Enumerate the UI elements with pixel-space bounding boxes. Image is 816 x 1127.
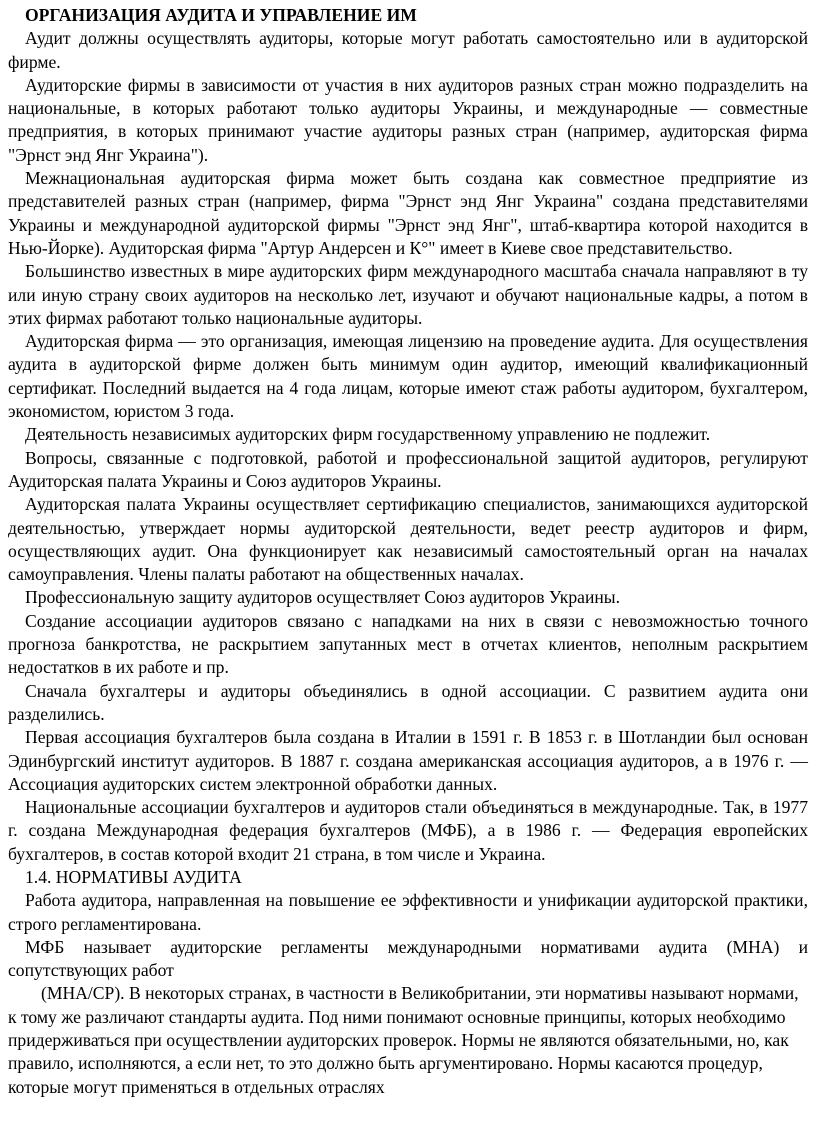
paragraph-5: Аудиторская фирма — это организация, имеющая лицензию на проведение аудита. Для осуществления аудита в аудиторской фирме должен быть минимум один аудитор, имеющий квалификационный сертификат. Последний выдается на 4 года лицам, которые имеют стаж работы аудитором, бухгалтером, экономистом, юристом 3 года. xyxy=(8,331,808,422)
paragraph-11: Сначала бухгалтеры и аудиторы объединялись в одной ассоциации. С развитием аудита они разделились. xyxy=(8,680,808,724)
paragraph-7: Вопросы, связанные с подготовкой, работой и профессиональной защитой аудиторов, регулируют Аудиторская палата Украины и Союз аудиторов Украины. xyxy=(8,447,808,491)
paragraph-2: Аудиторские фирмы в зависимости от участия в них аудиторов разных стран можно подразделить на национальные, в которых работают только аудиторы Украины, и международные — совместные предприятия, в которых принимают участие аудиторы разных стран (например, аудиторская фирма "Эрнст энд Янг Украина"). xyxy=(8,74,808,165)
paragraph-3: Межнациональная аудиторская фирма может быть создана как совместное предприятие из представителей разных стран (например, фирма "Эрнст энд Янг Украина" создана представителями Украины и международной аудиторской фирмы "Эрнст энд Янг", штаб-квартира которой находится в Нью-Йорке). Аудиторская фирма "Артур Андерсен и К°" имеет в Киеве свое представительство. xyxy=(8,168,808,258)
section-paragraph-1: Работа аудитора, направленная на повышение ее эффективности и унификации аудиторской практики, строго регламентирована. xyxy=(8,890,808,934)
paragraph-10: Создание ассоциации аудиторов связано с нападками на них в связи с невозможностью точного прогноза банкротства, не раскрытием запутанных мест в отчетах клиентов, неполным раскрытием недостатков в их работе и пр. xyxy=(8,610,808,678)
section-heading: 1.4. НОРМАТИВЫ АУДИТА xyxy=(25,866,242,887)
paragraph-8: Аудиторская палата Украины осуществляет сертификацию специалистов, занимающихся аудиторской деятельностью, утверждает нормы аудиторской деятельности, ведет реестр аудиторов и фирм, осуществляющих аудит. Она функционирует как независимый самостоятельный орган на началах самоуправления. Члены палаты работают на общественных началах. xyxy=(8,494,808,585)
paragraph-12: Первая ассоциация бухгалтеров была создана в Италии в 1591 г. В 1853 г. в Шотландии был основан Эдинбургский институт аудиторов. В 1887 г. создана американская ассоциация аудиторов, а в 1976 г. — Ассоциация аудиторских систем электронной обработки данных. xyxy=(8,727,808,794)
section-paragraph-2: МФБ называет аудиторские регламенты международными нормативами аудита (МНА) и сопутствующих работ xyxy=(8,936,808,981)
section-paragraph-3: (МНА/СР). В некоторых странах, в частности в Великобритании, эти нормативы называют нормами, к тому же различают стандарты аудита. Под ними понимают основные принципы, которых необходимо придерживаться при осуществлении аудиторских проверок. Нормы не являются обязательными, но, как правило, исполняются, а если нет, то это должно быть аргументировано. Нормы касаются процедур, которые могут применяться в отдельных отраслях xyxy=(8,983,799,1097)
paragraph-9: Профессиональную защиту аудиторов осуществляет Союз аудиторов Украины. xyxy=(25,587,621,608)
paragraph-1: Аудит должны осуществлять аудиторы, которые могут работать самостоятельно или в аудиторской фирме. xyxy=(8,28,808,72)
document-title: ОРГАНИЗАЦИЯ АУДИТА И УПРАВЛЕНИЕ ИМ xyxy=(25,5,417,25)
paragraph-4: Большинство известных в мире аудиторских фирм международного масштаба сначала направляют в ту или иную страну своих аудиторов на несколько лет, изучают и обучают национальные кадры, а потом в этих фирмах работают только национальные аудиторы. xyxy=(8,261,808,328)
paragraph-13: Национальные ассоциации бухгалтеров и аудиторов стали объединяться в международные. Так, в 1977 г. создана Международная федерация бухгалтеров (МФБ), а в 1986 г. — Федерация европейских бухгалтеров, в состав которой входит 21 страна, в том числе и Украина. xyxy=(8,797,808,864)
paragraph-6: Деятельность независимых аудиторских фирм государственному управлению не подлежит. xyxy=(25,424,711,445)
